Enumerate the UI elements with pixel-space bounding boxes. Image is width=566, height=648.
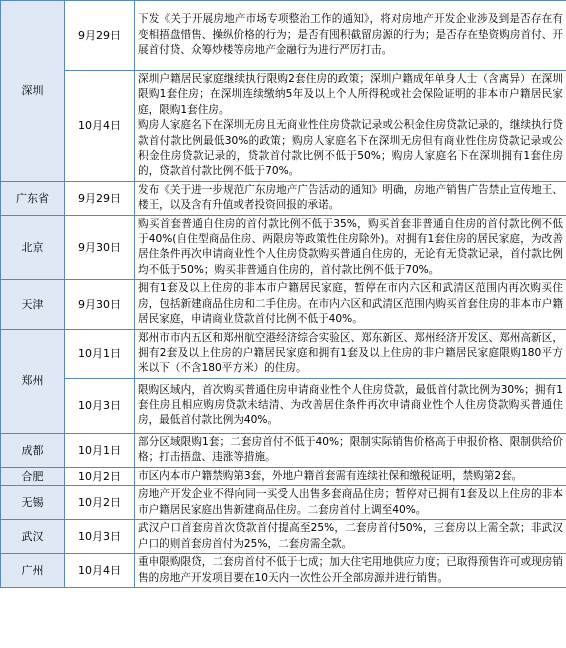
policy-content-cell	[135, 378, 566, 433]
policy-paragraph: 限购区域内，首次购买普通住房申请商业性个人住房贷款，最低首付款比例为30%；拥有1套住房且相应购房贷款未结清、为改善居住条件再次申请商业性个人住房贷款购买普通住房，最低首付款比例为40%。	[138, 383, 563, 427]
date-cell: 10月3日	[65, 378, 135, 433]
table-row	[1, 486, 566, 520]
date-cell: 10月1日	[65, 329, 135, 378]
date-cell: 10月4日	[65, 554, 135, 588]
date-cell: 9月30日	[65, 215, 135, 280]
date-cell: 10月1日	[65, 433, 135, 467]
table-row	[1, 554, 566, 588]
city-cell: 武汉	[1, 520, 65, 554]
table-row	[1, 71, 566, 182]
policy-content-cell	[135, 215, 566, 280]
date-cell: 10月2日	[65, 467, 135, 485]
table-row	[1, 433, 566, 467]
policy-paragraph: 购房人家庭名下在深圳无房且无商业性住房贷款记录或公积金住房贷款记录的，继续执行贷款首付款比例最低30%的政策；购房人家庭名下在深圳无房但有商业性住房贷款记录或公积金住房贷款记录的，贷款首付款比例不低于50%；购房人家庭名下在深圳拥有1套住房的，贷款首付款比例不低于70%。	[138, 119, 563, 178]
table-row	[1, 280, 566, 329]
policy-content-cell	[135, 433, 566, 467]
policy-paragraph: 武汉户口首套房首次贷款首付提高至25%，二套房首付50%，三套房以上需全款；非武汉户口的则首套房首付为25%，二套房需全款。	[138, 522, 563, 550]
policy-content-cell	[135, 486, 566, 520]
policy-content-cell	[135, 329, 566, 378]
policy-paragraph: 拥有1套及以上住房的非本市户籍居民家庭，暂停在市内六区和武清区范围内再次购买住房，包括新建商品住房和二手住房。在市内六区和武清区范围内购买首套住房的非本市户籍居民家庭，申请商业贷款首付比例不低于40%。	[138, 282, 563, 326]
table-row	[1, 378, 566, 433]
date-cell: 10月3日	[65, 520, 135, 554]
city-cell: 郑州	[1, 329, 65, 433]
policy-paragraph: 部分区域限购1套；二套房首付不低于40%；限制实际销售价格高于申报价格、限制供给价格；打击捂盘、违涨等措施。	[138, 435, 563, 464]
date-cell: 9月30日	[65, 280, 135, 329]
policy-paragraph: 市区内本市户籍禁购第3套，外地户籍首套需有连续社保和缴税证明，禁购第2套。	[138, 469, 523, 482]
city-cell: 成都	[1, 433, 65, 467]
policy-paragraph: 深圳户籍居民家庭继续执行限购2套住房的政策；深圳户籍成年单身人士（含离异）在深圳限购1套住房；在深圳连续缴纳5年及以上个人所得税或社会保险证明的非本市户籍居民家庭，限购1套住房。	[138, 73, 563, 116]
city-cell: 北京	[1, 215, 65, 280]
policy-content-cell	[135, 181, 566, 215]
policy-paragraph: 购买首套普通自住房的首付款比例不低于35%，购买首套非普通自住房的首付款比例不低于40%(自住型商品住房、两限房等政策性住房除外)。对拥有1套住房的居民家庭，为改善居住条件再次申请商业性个人住房贷款购买普通自住房的，无论有无贷款记录，首付款比例均不低于50%；购买非普通自住房的，首付款比例不低于70%。	[138, 217, 563, 276]
table-row	[1, 181, 566, 215]
table-row	[1, 215, 566, 280]
date-cell: 10月4日	[65, 71, 135, 182]
date-cell: 9月29日	[65, 1, 135, 71]
policy-content-cell	[135, 1, 566, 71]
policy-paragraph: 重申限购限贷，二套房首付不低于七成；加大住宅用地供应力度；已取得预售许可或现房销售的房地产开发项目要在10天内一次性公开全部房源并进行销售。	[138, 556, 563, 584]
policy-paragraph: 房地产开发企业不得向同一买受人出售多套商品住房；暂停对已拥有1套及以上住房的非本市户籍居民家庭出售新建商品住房。二套房首付上调至40%。	[138, 488, 563, 516]
policy-content-cell	[135, 554, 566, 588]
policy-paragraph: 发布《关于进一步规范广东房地产广告活动的通知》明确，房地产销售广告禁止宣传地王、楼王，以及含有升值或者投资回报的承诺。	[138, 183, 563, 212]
city-cell: 天津	[1, 280, 65, 329]
policy-content-cell	[135, 467, 566, 485]
city-cell: 广东省	[1, 181, 65, 215]
table-row	[1, 520, 566, 554]
date-cell: 9月29日	[65, 181, 135, 215]
city-cell: 无锡	[1, 486, 65, 520]
date-cell: 10月2日	[65, 486, 135, 520]
policy-table-body	[1, 1, 566, 588]
table-row	[1, 467, 566, 485]
policy-content-cell	[135, 71, 566, 182]
policy-paragraph: 下发《关于开展房地产市场专项整治工作的通知》，将对房地产开发企业涉及到是否存在有变相捂盘惜售、操纵价格的行为；是否有囤积截留房源的行为；是否存在垫资购房首付、开展首付贷、众筹炒楼等房地产金融行为进行严厉打击。	[138, 13, 563, 57]
city-cell: 广州	[1, 554, 65, 588]
policy-content-cell	[135, 520, 566, 554]
city-cell: 深圳	[1, 1, 65, 182]
table-row	[1, 1, 566, 71]
table-row	[1, 329, 566, 378]
city-cell: 合肥	[1, 467, 65, 485]
policy-paragraph: 郑州市市内五区和郑州航空港经济综合实验区、郑东新区、郑州经济开发区、郑州高新区，拥有2套及以上住房的户籍居民家庭和拥有1套及以上住房的非户籍居民家庭限购180平方米以下（不含180平方米）的住房。	[138, 331, 563, 375]
policy-content-cell	[135, 280, 566, 329]
